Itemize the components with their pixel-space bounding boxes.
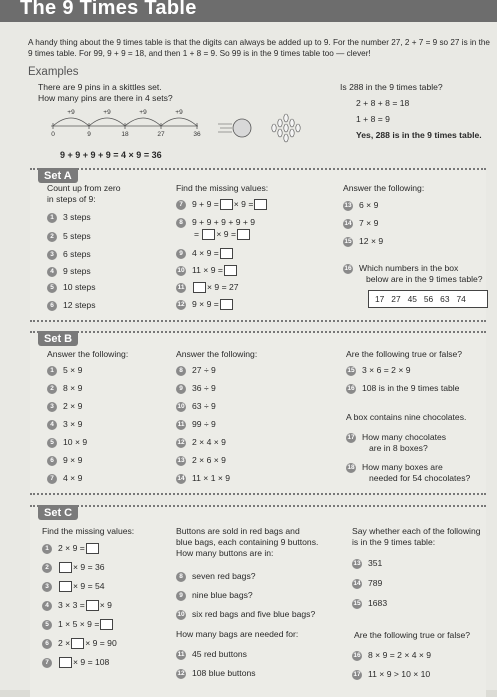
set-b-q8: 8 27 ÷ 9 <box>176 365 216 376</box>
set-b-q17: 17 How many chocolates <box>347 432 447 442</box>
set-a-q8: 8 9 + 9 + 9 + 9 + 9 <box>176 217 255 228</box>
set-b-q17-line2: are in 8 boxes? <box>369 443 428 453</box>
answer-box[interactable] <box>100 619 113 630</box>
set-c-col1-heading: Find the missing values: <box>42 526 135 536</box>
set-b-q16: 16 108 is in the 9 times table <box>347 383 460 393</box>
set-b-q2: 2 8 × 9 <box>47 383 82 394</box>
set-b-q13: 13 2 × 6 × 9 <box>177 455 226 465</box>
bowling-ball-icon <box>233 119 251 137</box>
answer-box[interactable] <box>220 248 233 259</box>
set-a-q12: 12 9 × 9 = <box>176 299 234 310</box>
tick-label-18: 18 <box>121 131 129 138</box>
set-b-q10: 10 63 ÷ 9 <box>177 401 216 411</box>
answer-box[interactable] <box>86 600 99 611</box>
set-b-q12: 12 2 × 4 × 9 <box>177 437 226 447</box>
answer-box[interactable] <box>71 638 84 649</box>
tick-label-27: 27 <box>157 131 165 138</box>
set-c-tag: Set C <box>38 505 78 520</box>
set-b-col1-heading: Answer the following: <box>47 349 129 359</box>
answer-box[interactable] <box>59 657 72 668</box>
set-b-col2-heading: Answer the following: <box>176 349 258 359</box>
set-b-q6: 6 9 × 9 <box>47 455 82 466</box>
set-c-col2-heading-3: How many buttons are in: <box>176 548 274 558</box>
set-c-q17: 17 11 × 9 > 10 × 10 <box>353 669 431 679</box>
set-a-q9: 9 4 × 9 = <box>176 248 234 259</box>
examples-heading: Examples <box>28 66 79 78</box>
set-a-q14: 14 7 × 9 <box>344 218 379 228</box>
set-c-q6: 6 2 × × 9 = 90 <box>42 638 117 649</box>
set-b-q7: 7 4 × 9 <box>47 473 82 484</box>
answer-box[interactable] <box>59 562 72 573</box>
set-a-q13: 13 6 × 9 <box>344 200 379 210</box>
set-a-q16-line2: below are in the 9 times table? <box>366 274 483 284</box>
set-a-q2: 2 5 steps <box>47 231 91 242</box>
set-b-q9: 9 36 ÷ 9 <box>176 383 216 394</box>
set-a-col2-heading: Find the missing values: <box>176 183 269 193</box>
set-b-col3-heading: Are the following true or false? <box>346 349 463 359</box>
answer-box[interactable] <box>59 581 72 592</box>
answer-box[interactable] <box>220 299 233 310</box>
set-c-q2: 2 × 9 = 36 <box>42 562 105 573</box>
set-c-q13: 13 351 <box>353 558 383 568</box>
set-c-col3-heading-3: Are the following true or false? <box>354 630 471 640</box>
set-c-col2-heading-2: blue bags, each containing 9 buttons. <box>176 537 319 547</box>
set-a-q1: 1 3 steps <box>47 212 91 223</box>
set-b-q5: 5 10 × 9 <box>47 437 87 448</box>
set-c-col2-heading-4: How many bags are needed for: <box>176 629 299 639</box>
jump-label-1: +9 <box>67 109 75 116</box>
set-b-q14: 14 11 × 1 × 9 <box>177 473 231 483</box>
set-b-q4: 4 3 × 9 <box>47 419 82 430</box>
set-b-q15: 15 3 × 6 = 2 × 9 <box>347 365 411 375</box>
set-a-col1-heading-2: in steps of 9: <box>47 194 96 204</box>
set-b-q18: 18 How many boxes are <box>347 462 443 472</box>
example-left-answer: 9 + 9 + 9 + 9 = 4 × 9 = 36 <box>60 150 162 160</box>
set-c-q11: 11 45 red buttons <box>177 649 247 659</box>
set-b-q1: 1 5 × 9 <box>47 365 82 376</box>
set-b-q3: 3 2 × 9 <box>47 401 82 412</box>
set-a-q4: 4 9 steps <box>47 266 91 277</box>
jump-arc-4 <box>161 118 197 126</box>
tick-label-9: 9 <box>87 131 91 138</box>
skittles-illustration <box>218 108 318 148</box>
set-c-q12: 12 108 blue buttons <box>177 668 256 678</box>
example-left-line1: There are 9 pins in a skittles set. <box>38 82 162 92</box>
set-a-q8-line2: = × 9 = <box>194 229 251 240</box>
set-b-tag: Set B <box>38 331 78 346</box>
example-right-question: Is 288 in the 9 times table? <box>340 82 443 92</box>
number-box: 17 27 45 56 63 74 <box>368 290 488 308</box>
jump-label-4: +9 <box>175 109 183 116</box>
set-c-col3-heading-1: Say whether each of the following <box>352 526 481 536</box>
set-c-q9: 9 nine blue bags? <box>176 590 253 601</box>
tick-label-0: 0 <box>51 131 55 138</box>
set-b-q11: 11 99 ÷ 9 <box>177 419 216 429</box>
jump-arc-3 <box>125 118 161 126</box>
answer-box[interactable] <box>193 282 206 293</box>
set-c-q16: 16 8 × 9 = 2 × 4 × 9 <box>353 650 432 660</box>
set-a-col3-heading: Answer the following: <box>343 183 425 193</box>
answer-box[interactable] <box>224 265 237 276</box>
set-c-q3: 3 × 9 = 54 <box>42 581 105 592</box>
set-a-q7: 7 9 + 9 = × 9 = <box>176 199 268 210</box>
set-a-q5: 5 10 steps <box>47 282 96 293</box>
set-c-q1: 1 2 × 9 = <box>42 543 100 554</box>
answer-box[interactable] <box>237 229 250 240</box>
set-c-col3-heading-2: is in the 9 times table: <box>352 537 436 547</box>
set-a-q11: 11 × 9 = 27 <box>177 282 239 292</box>
jump-label-2: +9 <box>103 109 111 116</box>
set-a-tag: Set A <box>38 168 78 183</box>
answer-box[interactable] <box>220 199 233 210</box>
set-c-q15: 15 1683 <box>353 598 388 608</box>
set-a-q10: 10 11 × 9 = <box>176 265 238 276</box>
jump-arc-2 <box>89 118 125 126</box>
set-a-q6: 6 12 steps <box>47 300 96 311</box>
example-left-line2: How many pins are there in 4 sets? <box>38 93 173 103</box>
set-a-q15: 15 12 × 9 <box>344 236 384 246</box>
example-right-answer: Yes, 288 is in the 9 times table. <box>356 130 482 140</box>
set-c-q10: 10 six red bags and five blue bags? <box>177 609 316 619</box>
jump-arc-1 <box>53 118 89 126</box>
example-right-line2: 1 + 8 = 9 <box>356 114 390 124</box>
set-c-q14: 14 789 <box>353 578 383 588</box>
set-c-col2-heading-1: Buttons are sold in red bags and <box>176 526 300 536</box>
set-a-col1-heading-1: Count up from zero <box>47 183 121 193</box>
set-c-q4: 4 3 × 3 = × 9 <box>42 600 112 611</box>
title-bar <box>0 0 497 22</box>
set-a-q16: 16 Which numbers in the box <box>344 263 459 273</box>
set-c-q5: 5 1 × 5 × 9 = <box>42 619 114 630</box>
number-line <box>48 104 201 138</box>
page-title: The 9 Times Table <box>20 0 197 19</box>
answer-box[interactable] <box>86 543 99 554</box>
set-b-q18-line2: needed for 54 chocolates? <box>369 473 471 483</box>
pins-icon <box>272 114 300 142</box>
set-b-chocolate-line: A box contains nine chocolates. <box>346 412 467 422</box>
answer-box[interactable] <box>254 199 267 210</box>
example-right-line1: 2 + 8 + 8 = 18 <box>356 98 410 108</box>
tick-label-36: 36 <box>193 131 201 138</box>
jump-label-3: +9 <box>139 109 147 116</box>
set-c-q8: 8 seven red bags? <box>176 571 256 582</box>
intro-text: A handy thing about the 9 times table is that the digits can always be added up to 9. For the number 27, 2 + 7 = 9 so 27 is in the 9 times table. For 99, 9 + 9 = 18, and then 1 + 8 = 9. So 99 is in the 9 times table too — clever! <box>28 38 490 58</box>
answer-box[interactable] <box>202 229 215 240</box>
set-a-q3: 3 6 steps <box>47 249 91 260</box>
set-c-q7: 7 × 9 = 108 <box>42 657 109 668</box>
